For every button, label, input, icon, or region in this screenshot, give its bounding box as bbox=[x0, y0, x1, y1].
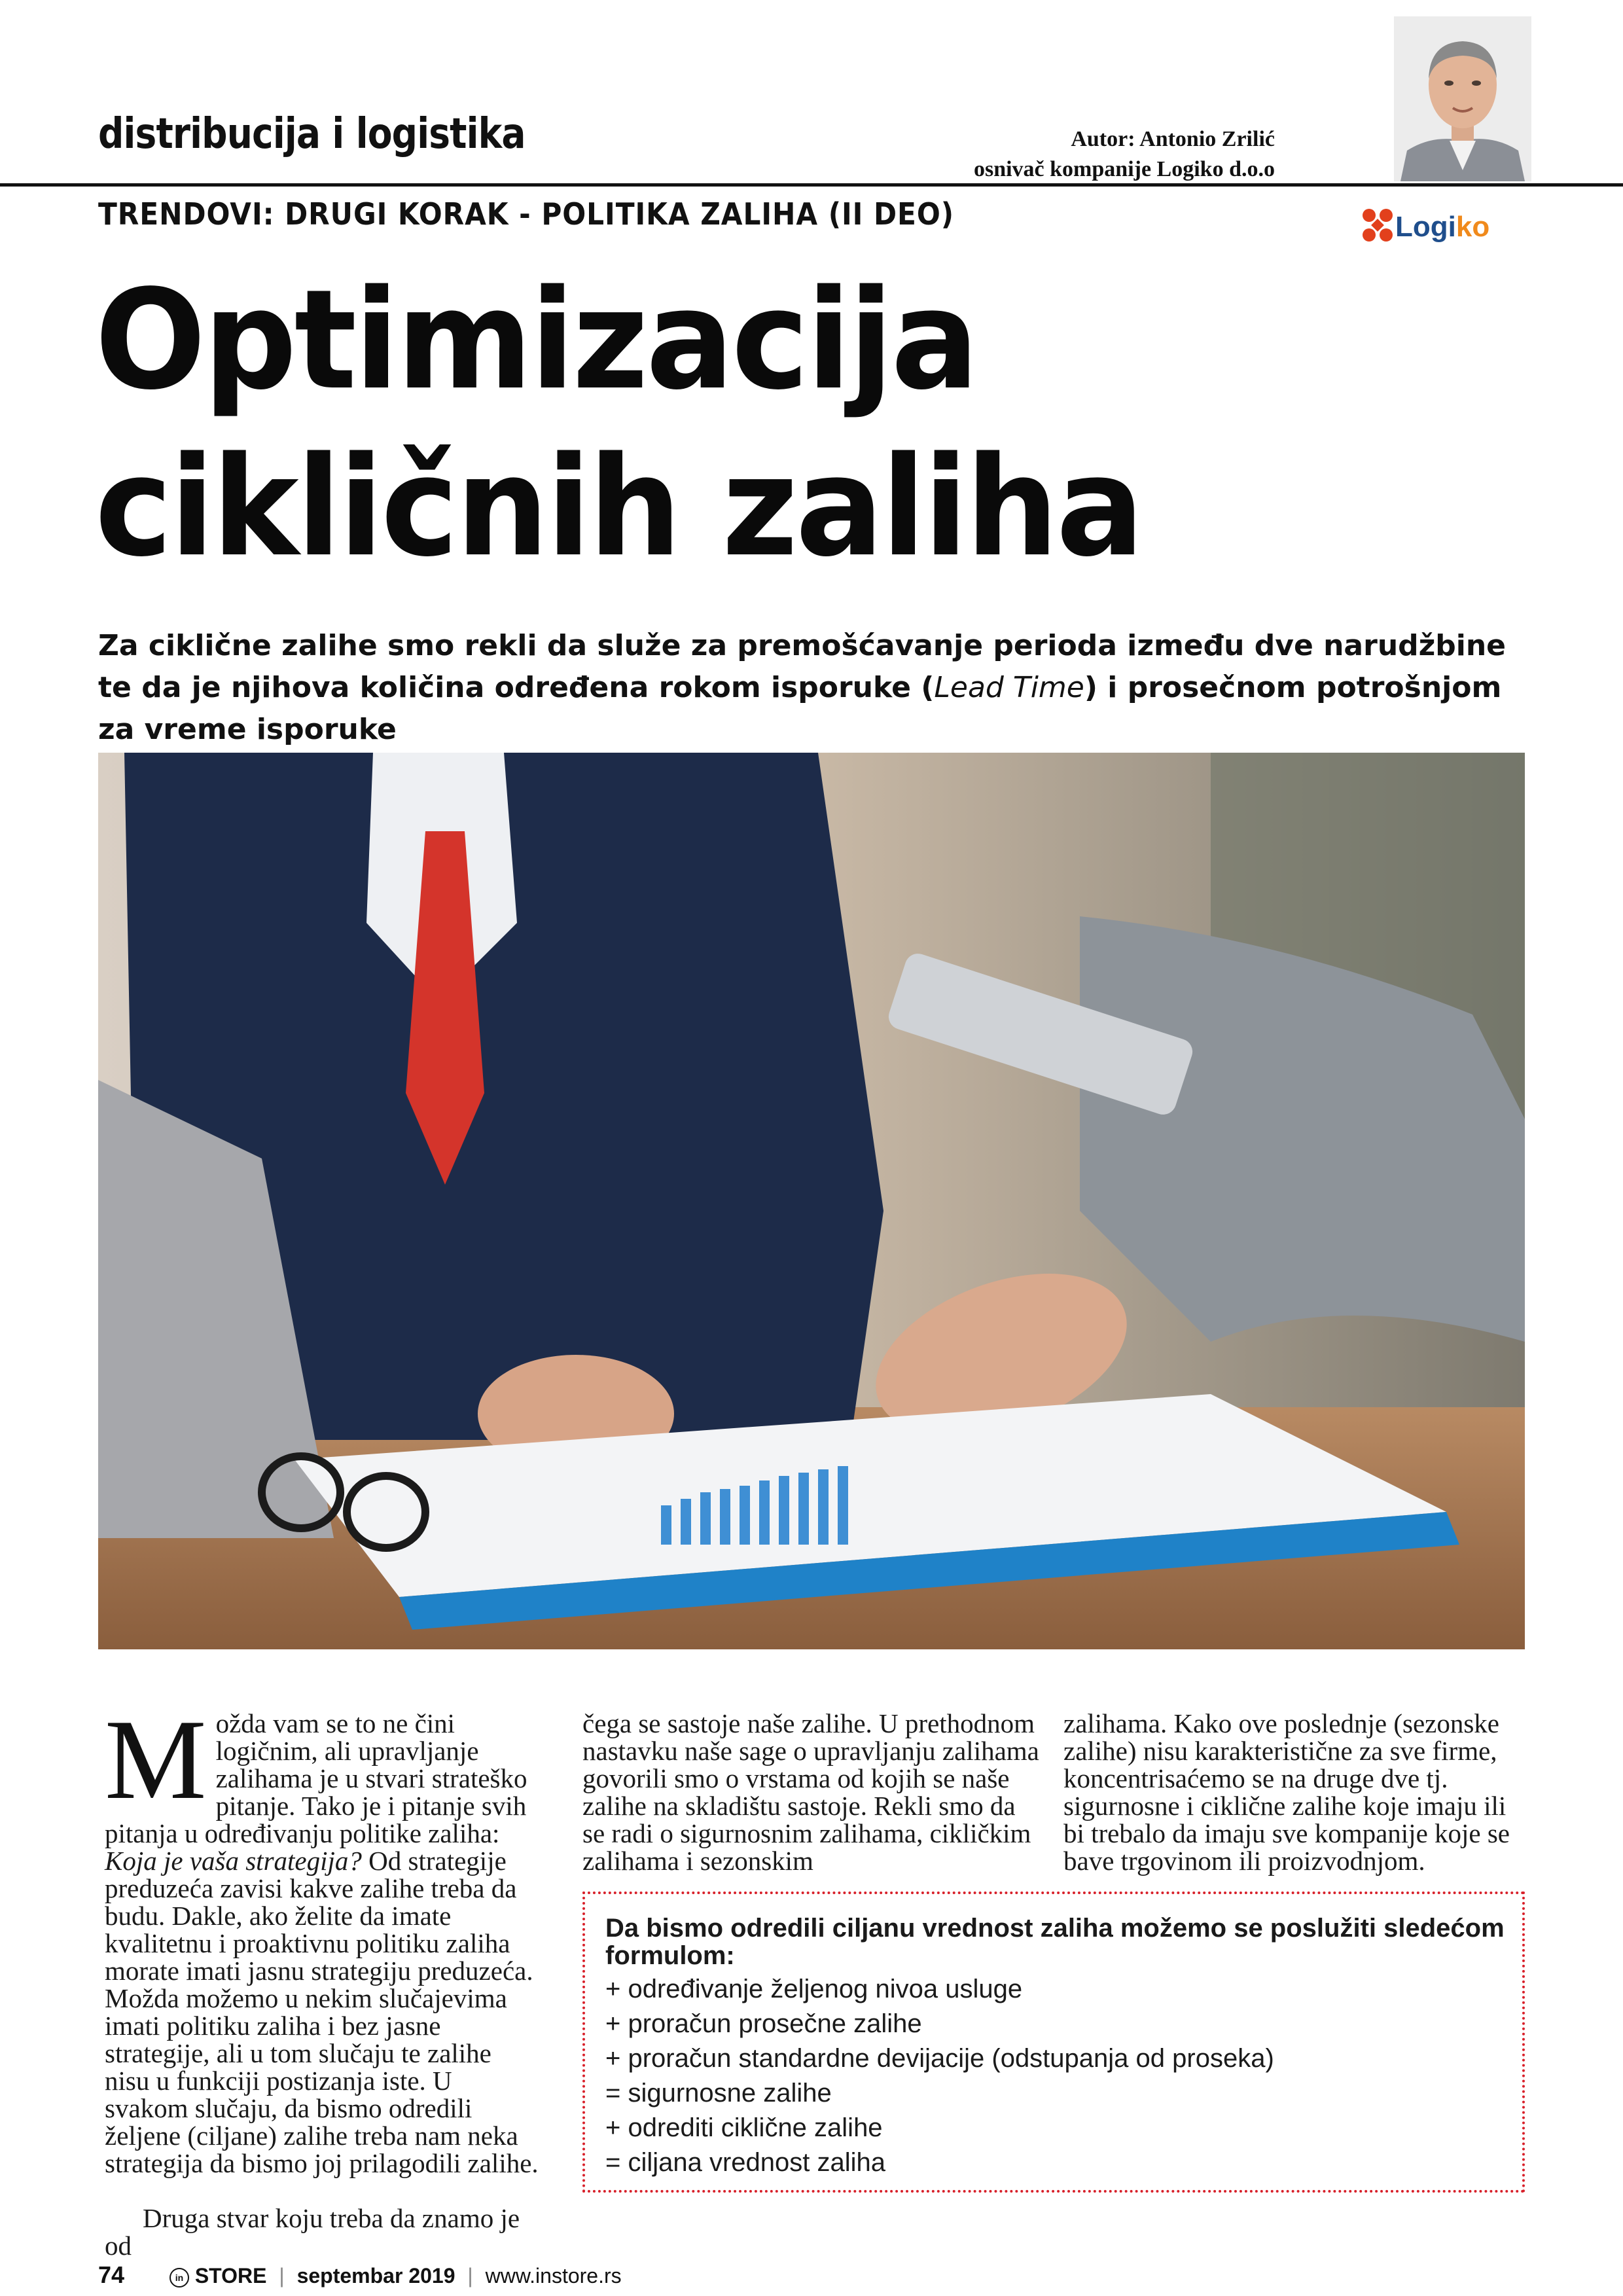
article-photo bbox=[98, 753, 1525, 1649]
logo-text-accent: ko bbox=[1455, 211, 1490, 243]
page-footer: 74 in STORE | septembar 2019 | www.instore.rs bbox=[98, 2261, 622, 2288]
body-paragraph: zalihama. Kako ove poslednje (sezonske zalihe) nisu karakteristične za sve firme, koncentrisaćemo se na druge dve tj. sigurnosne i ciklične zalihe koje imaju ili bi trebalo da imaju sve kompanije koje se bave trgovinom ili proizvodnjom. bbox=[1063, 1708, 1510, 1876]
body-paragraph: Druga stvar koju treba da znamo je od bbox=[105, 2203, 520, 2261]
drop-cap: M bbox=[105, 1696, 207, 1823]
kicker: TRENDOVI: DRUGI KORAK - POLITIKA ZALIHA (II DEO) bbox=[98, 196, 954, 232]
lead-text-italic: Lead Time bbox=[934, 671, 1084, 704]
body-column-1 bbox=[105, 1696, 540, 2261]
header-rule bbox=[0, 183, 1623, 187]
in-circle-icon: in bbox=[169, 2268, 189, 2287]
headline-line-1: Optimizacija bbox=[95, 260, 977, 420]
formula-item: = ciljana vrednost zaliha bbox=[605, 2148, 886, 2177]
body-column-2 bbox=[582, 1710, 1041, 1874]
logiko-logo bbox=[1355, 200, 1525, 252]
lead-text-a: Za ciklične zalihe smo rekli da služe za premošćavanje perioda između dve narudžbine te da je njihova količina određena rokom isporuke ( bbox=[98, 629, 1506, 704]
author-name: Autor: Antonio Zrilić bbox=[1071, 127, 1275, 151]
body-text-italic: Koja je vaša strategija? bbox=[105, 1846, 362, 1876]
formula-item: + odrediti ciklične zalihe bbox=[605, 2113, 883, 2142]
formula-item: + proračun standardne devijacije (odstupanja od proseka) bbox=[605, 2044, 1274, 2073]
body-column-3 bbox=[1063, 1710, 1528, 1874]
svg-text:Logiko bbox=[1395, 211, 1489, 243]
lead-text-b: ) i prosečnom potrošnjom za vreme isporuke bbox=[98, 671, 1502, 746]
website-link[interactable]: www.instore.rs bbox=[485, 2264, 622, 2287]
body-text: ožda vam se to ne čini logičnim, ali upravljanje zalihama je u stvari strateško pitanje. Tako je i pitanje svih pitanja u određivanju politike zaliha: bbox=[105, 1708, 527, 1848]
body-paragraph bbox=[105, 1696, 540, 2178]
section-label: distribucija i logistika bbox=[98, 110, 526, 158]
formula-item: = sigurnosne zalihe bbox=[605, 2079, 832, 2108]
page-number: 74 bbox=[98, 2261, 125, 2288]
author-role: osnivač kompanije Logiko d.o.o bbox=[973, 157, 1275, 181]
logo-text-main: Logi bbox=[1395, 211, 1456, 243]
formula-title: Da bismo odredili ciljanu vrednost zaliha možemo se poslužiti sledećom formulom: bbox=[605, 1914, 1505, 1970]
issue-date: septembar 2019 bbox=[296, 2264, 455, 2287]
author-credit bbox=[974, 124, 1275, 185]
headline-line-2: cikličnih zaliha bbox=[95, 427, 1142, 587]
formula-item: + određivanje željenog nivoa usluge bbox=[605, 1975, 1023, 2003]
author-photo bbox=[1394, 16, 1531, 181]
formula-item: + proračun prosečne zalihe bbox=[605, 2009, 922, 2038]
lead-paragraph bbox=[98, 625, 1525, 751]
brand-name: STORE bbox=[194, 2264, 267, 2287]
body-paragraph: čega se sastoje naše zalihe. U prethodnom nastavku naše sage o upravljanju zalihama govorili smo o vrstama od kojih se naše zalihe na skladištu sastoje. Rekli smo da se radi o sigurnosnim zalihama, cikličkim zalihama i sezonskim bbox=[582, 1708, 1039, 1876]
body-text: Od strategije preduzeća zavisi kakve zalihe treba da budu. Dakle, ako želite da imate kvalitetnu i proaktivnu politiku zaliha morate imati jasnu strategiju preduzeća. Možda možemo u nekim slučajevima imati politiku zaliha i bez jasne strategije, ali u tom slučaju te zalihe nisu u funkciji postizanja iste. U svakom slučaju, da bismo odredili željene (ciljane) zalihe treba nam neka strategija da bismo joj prilagodili zalihe. bbox=[105, 1846, 539, 2178]
